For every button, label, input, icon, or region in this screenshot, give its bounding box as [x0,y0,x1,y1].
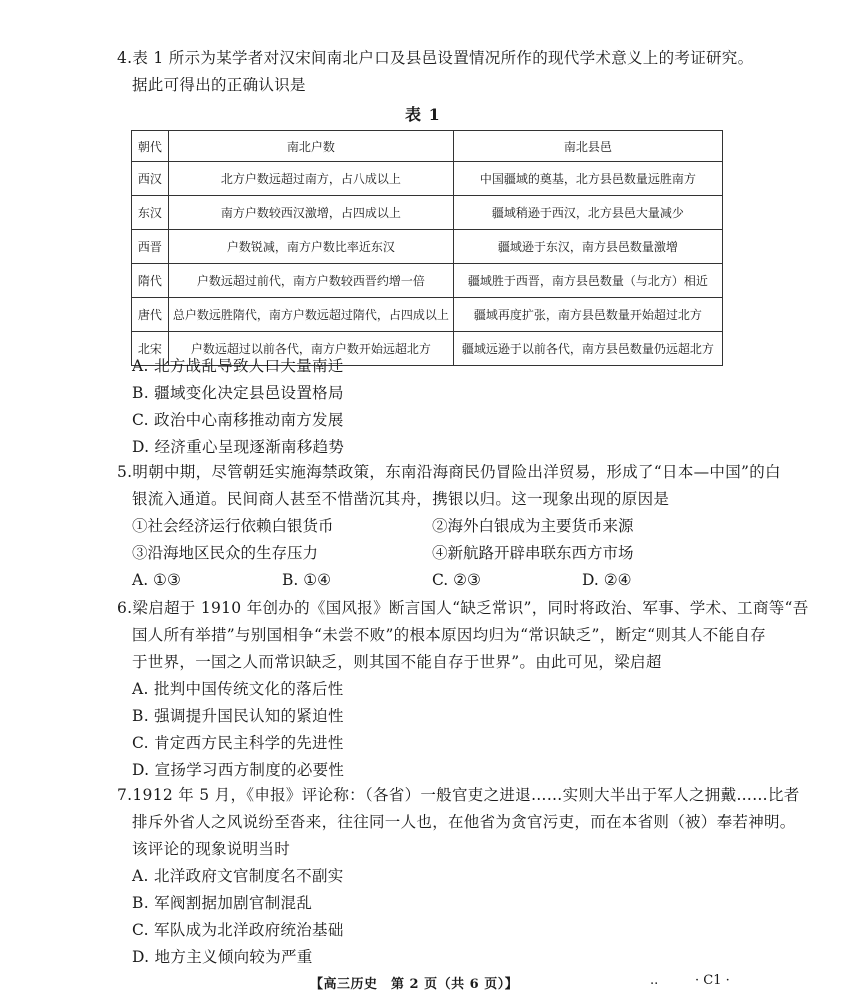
cell-dynasty: 西汉 [132,162,169,196]
cell-counties: 中国疆域的奠基，北方县邑数量远胜南方 [453,162,722,196]
q5-option-b[interactable]: B. ①④ [282,571,332,589]
q7-option-d[interactable]: D. 地方主义倾向较为严重 [132,948,313,966]
q7-stem-line1: 7.1912 年 5 月，《申报》评论称：（各省）一般官吏之进退……实则大半出于军人之拥戴……比者 [117,786,800,804]
cell-dynasty: 隋代 [132,264,169,298]
q5-stem-line2: 银流入通道。民间商人甚至不惜凿沉其舟，携银以归。这一现象出现的原因是 [132,490,670,508]
q7-stem-line3: 该评论的现象说明当时 [132,840,291,858]
table-title: 表 1 [405,105,441,124]
table-row [132,298,723,332]
q7-option-c[interactable]: C. 军队成为北洋政府统治基础 [132,921,344,939]
q6-stem-line1: 6.梁启超于 1910 年创办的《国风报》断言国人“缺乏常识”，同时将政治、军事、学术、工商等“吾 [117,599,809,617]
q5-option-d[interactable]: D. ②④ [582,571,632,589]
cell-households: 总户数远胜隋代，南方户数远超过隋代，占四成以上 [168,298,453,332]
q4-stem-line1: 4.表 1 所示为某学者对汉宋间南北户口及县邑设置情况所作的现代学术意义上的考证研究。 [117,49,754,67]
cell-dynasty: 北宋 [132,332,169,366]
cell-counties: 疆域再度扩张，南方县邑数量开始超过北方 [453,298,722,332]
q5-item-1: ①社会经济运行依赖白银货币 [132,517,334,535]
cell-counties: 疆域远逊于以前各代，南方县邑数量仍远超北方 [453,332,722,366]
q4-option-c[interactable]: C. 政治中心南移推动南方发展 [132,411,344,429]
q6-option-a[interactable]: A. 批判中国传统文化的落后性 [132,680,344,698]
q5-item-2: ②海外白银成为主要货币来源 [432,517,634,535]
q6-option-c[interactable]: C. 肯定西方民主科学的先进性 [132,734,344,752]
header-households: 南北户数 [168,131,453,162]
q6-stem-line2: 国人所有举措”与别国相争“未尝不败”的根本原因均归为“常识缺乏”，断定“则其人不能自存 [132,626,766,644]
q5-stem-line1: 5.明朝中期，尽管朝廷实施海禁政策，东南沿海商民仍冒险出洋贸易，形成了“日本—中国”的白 [117,463,781,481]
table-row [132,230,723,264]
q7-option-b[interactable]: B. 军阀割据加剧官制混乱 [132,894,313,912]
page-footer: 【高三历史 第 2 页（共 6 页）】 [310,977,519,992]
table-row [132,162,723,196]
q4-option-b[interactable]: B. 疆域变化决定县邑设置格局 [132,384,344,402]
q4-option-a[interactable]: A. 北方战乱导致人口大量南迁 [132,357,344,375]
q6-option-d[interactable]: D. 宣扬学习西方制度的必要性 [132,761,345,779]
cell-households: 北方户数远超过南方，占八成以上 [168,162,453,196]
q6-option-b[interactable]: B. 强调提升国民认知的紧迫性 [132,707,344,725]
cell-counties: 疆域稍逊于西汉，北方县邑大量减少 [453,196,722,230]
header-dynasty: 朝代 [132,131,169,162]
q6-stem-line3: 于世界，一国之人而常识缺乏，则其国不能自存于世界”。由此可见，梁启超 [132,653,662,671]
q5-item-4: ④新航路开辟串联东西方市场 [432,544,634,562]
q5-option-c[interactable]: C. ②③ [432,571,481,589]
cell-households: 户数远超过前代，南方户数较西晋约增一倍 [168,264,453,298]
cell-dynasty: 西晋 [132,230,169,264]
q4-stem-line2: 据此可得出的正确认识是 [132,76,306,94]
header-counties: 南北县邑 [453,131,722,162]
q7-option-a[interactable]: A. 北洋政府文官制度名不副实 [132,867,344,885]
footer-dots: .. [650,973,659,988]
q5-option-a[interactable]: A. ①③ [132,571,181,589]
cell-households: 户数远超过以前各代，南方户数开始远超北方 [168,332,453,366]
cell-dynasty: 东汉 [132,196,169,230]
q4-option-d[interactable]: D. 经济重心呈现逐渐南移趋势 [132,438,345,456]
q5-item-3: ③沿海地区民众的生存压力 [132,544,319,562]
cell-counties: 疆域胜于西晋，南方县邑数量（与北方）相近 [453,264,722,298]
cell-households: 户数锐减，南方户数比率近东汉 [168,230,453,264]
footer-code: · C1 · [695,973,730,988]
table-row [132,196,723,230]
table-header-row [132,131,723,162]
cell-counties: 疆域逊于东汉，南方县邑数量激增 [453,230,722,264]
cell-dynasty: 唐代 [132,298,169,332]
household-county-table [131,130,723,366]
cell-households: 南方户数较西汉激增，占四成以上 [168,196,453,230]
table-row [132,264,723,298]
q7-stem-line2: 排斥外省人之风说纷至沓来，往往同一人也，在他省为贪官污吏，而在本省则（被）奉若神明。 [132,813,796,831]
